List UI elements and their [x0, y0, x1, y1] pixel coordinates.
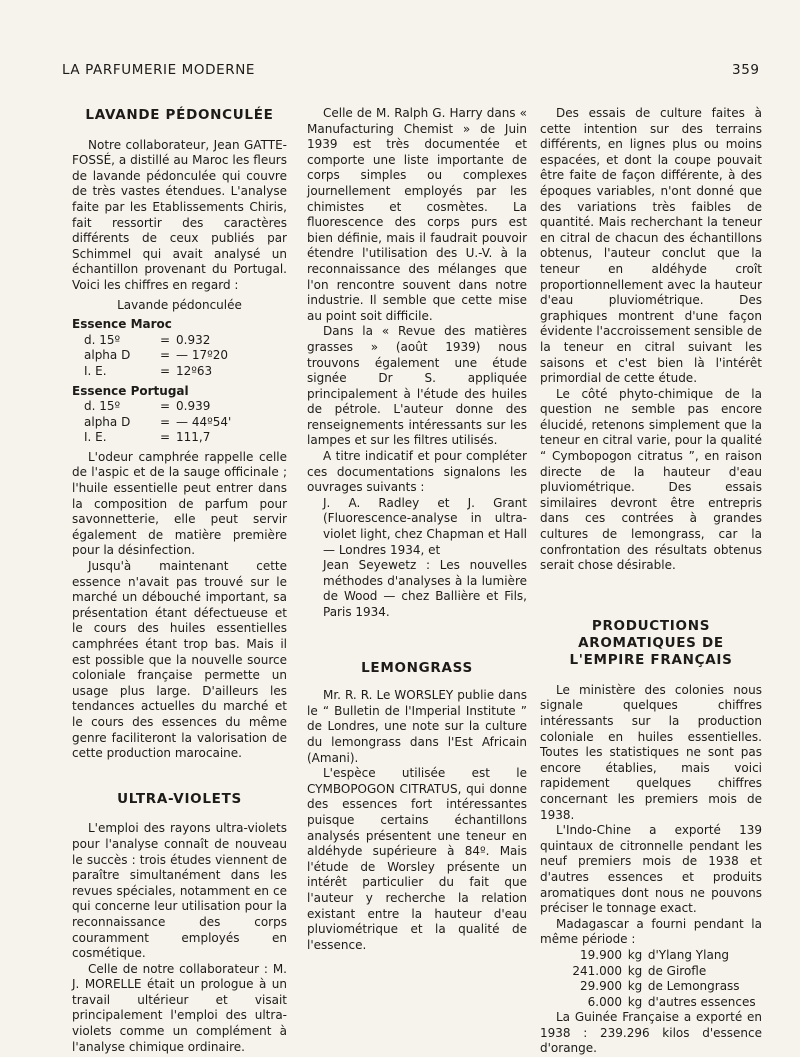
spec-value: 111,7: [176, 430, 211, 445]
productions-paragraph-3: Madagascar a fourni pendant la même période :: [540, 916, 762, 947]
spec-label: d. 15º: [84, 332, 121, 347]
list-item: [540, 995, 762, 1011]
productions-heading-line: AROMATIQUES DE: [578, 634, 724, 651]
lemongrass-paragraph-3: Des essais de culture faites à cette intention sur des terrains différents, en lignes plus ou moins espacées, et dont la coupe pouvait être faite de façon différente, à des époques variables, n'ont donné que des variations très faibles de quantité. Mais recherchant la teneur en citral de chacun des échantillons obtenus, l'auteur conclut que la teneur en aldéhyde croît proportionnellement avec la hauteur d'eau pluviométrique. Des graphiques montrent d'une façon évidente l'accroissement sensible de la teneur en citral suivant les saisons et c'est bien là l'intérêt primordial de cette étude.: [540, 106, 762, 386]
lavande-paragraph-2: L'odeur camphrée rappelle celle de l'aspic et de la sauge officinale ; l'huile essentielle peut entrer dans la composition de parfum pour savonnetterie, elle peut servir également de matière première pour la désinfection.: [72, 449, 287, 558]
item-description: de Lemongrass: [647, 979, 740, 994]
spec-value: 12º63: [176, 363, 213, 378]
column-2: [307, 106, 527, 953]
reference-item: J. A. Radley et J. Grant (Fluorescence-analyse in ultra-violet light, chez Chapman et Hall — Londres 1934, et: [323, 495, 527, 557]
reference-item: Jean Seyewetz : Les nouvelles méthodes d'analyses à la lumière de Wood — chez Ballière et Fils, Paris 1934.: [323, 558, 527, 619]
item-unit: kg: [627, 947, 643, 962]
spec-row: [72, 399, 287, 415]
column-3: [540, 106, 762, 1057]
spec-label: I. E.: [84, 430, 107, 445]
spec-value: 0.932: [176, 332, 211, 347]
item-description: de Girofle: [647, 963, 707, 978]
spec-row: [72, 364, 287, 380]
productions-paragraph-2: L'Indo-Chine a exporté 139 quintaux de citronnelle pendant les neuf premiers mois de 1938 et d'autres essences et produits aromatiques dont nous ne pouvons préciser le tonnage exact.: [540, 823, 762, 916]
ultraviolets-paragraph-5: A titre indicatif et pour compléter ces documentations signalons les ouvrages suivants :: [307, 449, 527, 495]
spec-eq: =: [160, 332, 171, 347]
running-head: LA PARFUMERIE MODERNE: [62, 62, 256, 78]
list-item: [540, 979, 762, 995]
item-quantity: 241.000: [572, 963, 622, 978]
lavande-heading: LAVANDE PÉDONCULÉE: [85, 107, 274, 123]
spec-eq: =: [160, 430, 171, 445]
spec-value: — 44º54': [176, 414, 232, 429]
item-quantity: 29.900: [580, 979, 622, 994]
portugal-label: Essence Portugal: [72, 383, 189, 398]
item-unit: kg: [627, 979, 643, 994]
spec-label: alpha D: [84, 348, 131, 363]
spec-eq: =: [160, 399, 171, 414]
ultraviolets-paragraph-3: Celle de M. Ralph G. Harry dans « Manufacturing Chemist » de Juin 1939 est très documentée et comporte une liste importante de corps simples ou complexes journellement employés par les chimistes et cosmètes. La fluorescence des corps purs est bien définie, mais il faudrait pouvoir étendre l'utilisation des U.-V. à la reconnaissance des mélanges que l'on rencontre souvent dans notre industrie. Il semble que cette mise au point soit difficile.: [307, 106, 527, 323]
ultraviolets-paragraph-2: Celle de notre collaborateur : M. J. MORELLE était un prologue à un travail ultérieur et visait principalement l'emploi des ultra-violets comme un complément à l'analyse chimique ordinaire.: [72, 961, 287, 1054]
ultraviolets-paragraph-4: Dans la « Revue des matières grasses » (août 1939) nous trouvons également une étude signée Dr S. appliquée principalement à l'étude des huiles de pétrole. L'auteur donne des renseignements intéressants sur les lampes et sur les filtres utilisés.: [307, 324, 527, 448]
spec-row: [72, 430, 287, 446]
productions-paragraph-4: La Guinée Française a exporté en 1938 : 239.296 kilos d'essence d'orange.: [540, 1010, 762, 1056]
maroc-label: Essence Maroc: [72, 317, 172, 332]
spec-row: [72, 348, 287, 364]
lemongrass-paragraph-1: Mr. R. R. Le WORSLEY publie dans le “ Bulletin de l'Imperial Institute ” de Londres, une note sur la culture du lemongrass dans l'Est Africain (Amani).: [307, 688, 527, 765]
column-1: [72, 108, 287, 1055]
spec-eq: =: [160, 363, 171, 378]
lemongrass-heading: LEMONGRASS: [361, 659, 473, 676]
spec-eq: =: [160, 348, 171, 363]
lemongrass-paragraph-2: L'espèce utilisée est le CYMBOPOGON CITRATUS, qui donne des essences fort intéressantes puisque certains échantillons analysés présentent une teneur en aldéhyde supérieure à 84º. Mais l'étude de Worsley présente un intérêt particulier du fait que l'auteur y recherche la relation existant entre la hauteur d'eau pluviométrique et la qualité de l'essence.: [307, 766, 527, 952]
spec-row: [72, 333, 287, 349]
spec-value: — 17º20: [176, 348, 229, 363]
madagascar-list: [540, 948, 762, 1010]
page-number: 359: [732, 62, 760, 78]
spec-label: alpha D: [84, 414, 131, 429]
item-description: d'Ylang Ylang: [647, 947, 730, 962]
productions-heading: [540, 618, 762, 669]
references-list: [307, 496, 527, 621]
list-item: [540, 948, 762, 964]
item-unit: kg: [627, 963, 643, 978]
spec-value: 0.939: [176, 399, 211, 414]
spec-label: d. 15º: [84, 399, 121, 414]
productions-paragraph-1: Le ministère des colonies nous signale quelques chiffres intéressants sur la production coloniale en huiles essentielles. Toutes les statistiques ne sont pas encore établies, mais voici rapidement quelques chiffres concernant les premiers mois de 1938.: [540, 682, 762, 822]
productions-heading-line: PRODUCTIONS: [591, 617, 711, 634]
item-quantity: 6.000: [587, 994, 622, 1009]
lavande-spec-table: [72, 298, 287, 446]
item-unit: kg: [627, 994, 643, 1009]
lavande-paragraph-1: Notre collaborateur, Jean GATTE-FOSSÉ, a distillé au Maroc les fleurs de lavande pédonculée qui couvre de très vastes étendues. L'analyse faite par les Etablissements Chiris, fait ressortir des caractères différents de ceux publiés par Schimmel qui avait analysé un échantillon provenant du Portugal. Voici les chiffres en regard :: [72, 137, 287, 292]
productions-heading-line: L'EMPIRE FRANÇAIS: [569, 651, 733, 668]
list-item: [540, 964, 762, 980]
item-quantity: 19.900: [580, 947, 622, 962]
spec-label: I. E.: [84, 363, 107, 378]
spec-table-title: Lavande pédonculée: [117, 297, 242, 312]
lemongrass-paragraph-4: Le côté phyto-chimique de la question ne semble pas encore élucidé, retenons simplement que la teneur en citral varie, pour la qualité “ Cymbopogon citratus ”, en raison directe de la hauteur d'eau pluviométrique. Des essais similaires devront être entrepris dans ces contrées à grandes cultures de lemongrass, car la confrontation des résultats obtenus serait chose désirable.: [540, 386, 762, 573]
spec-eq: =: [160, 414, 171, 429]
lavande-paragraph-3: Jusqu'à maintenant cette essence n'avait pas trouvé sur le marché un débouché important, sa présentation étant défectueuse et le cours des huiles essentielles camphrées étant trop bas. Mais il est possible que la nouvelle source coloniale française permette un usage plus large. D'ailleurs les tendances actuelles du marché et le cours des essences du même genre faciliteront la valorisation de cette production marocaine.: [72, 559, 287, 761]
item-description: d'autres essences: [647, 994, 756, 1009]
ultraviolets-paragraph-1: L'emploi des rayons ultra-violets pour l'analyse connaît de nouveau le succès : trois études viennent de paraître simultanément dans les revues spéciales, notamment en ce qui concerne leur utilisation pour la reconnaissance des corps couramment employés en cosmétique.: [72, 821, 287, 961]
ultraviolets-heading: ULTRA-VIOLETS: [117, 790, 242, 807]
spec-row: [72, 415, 287, 431]
